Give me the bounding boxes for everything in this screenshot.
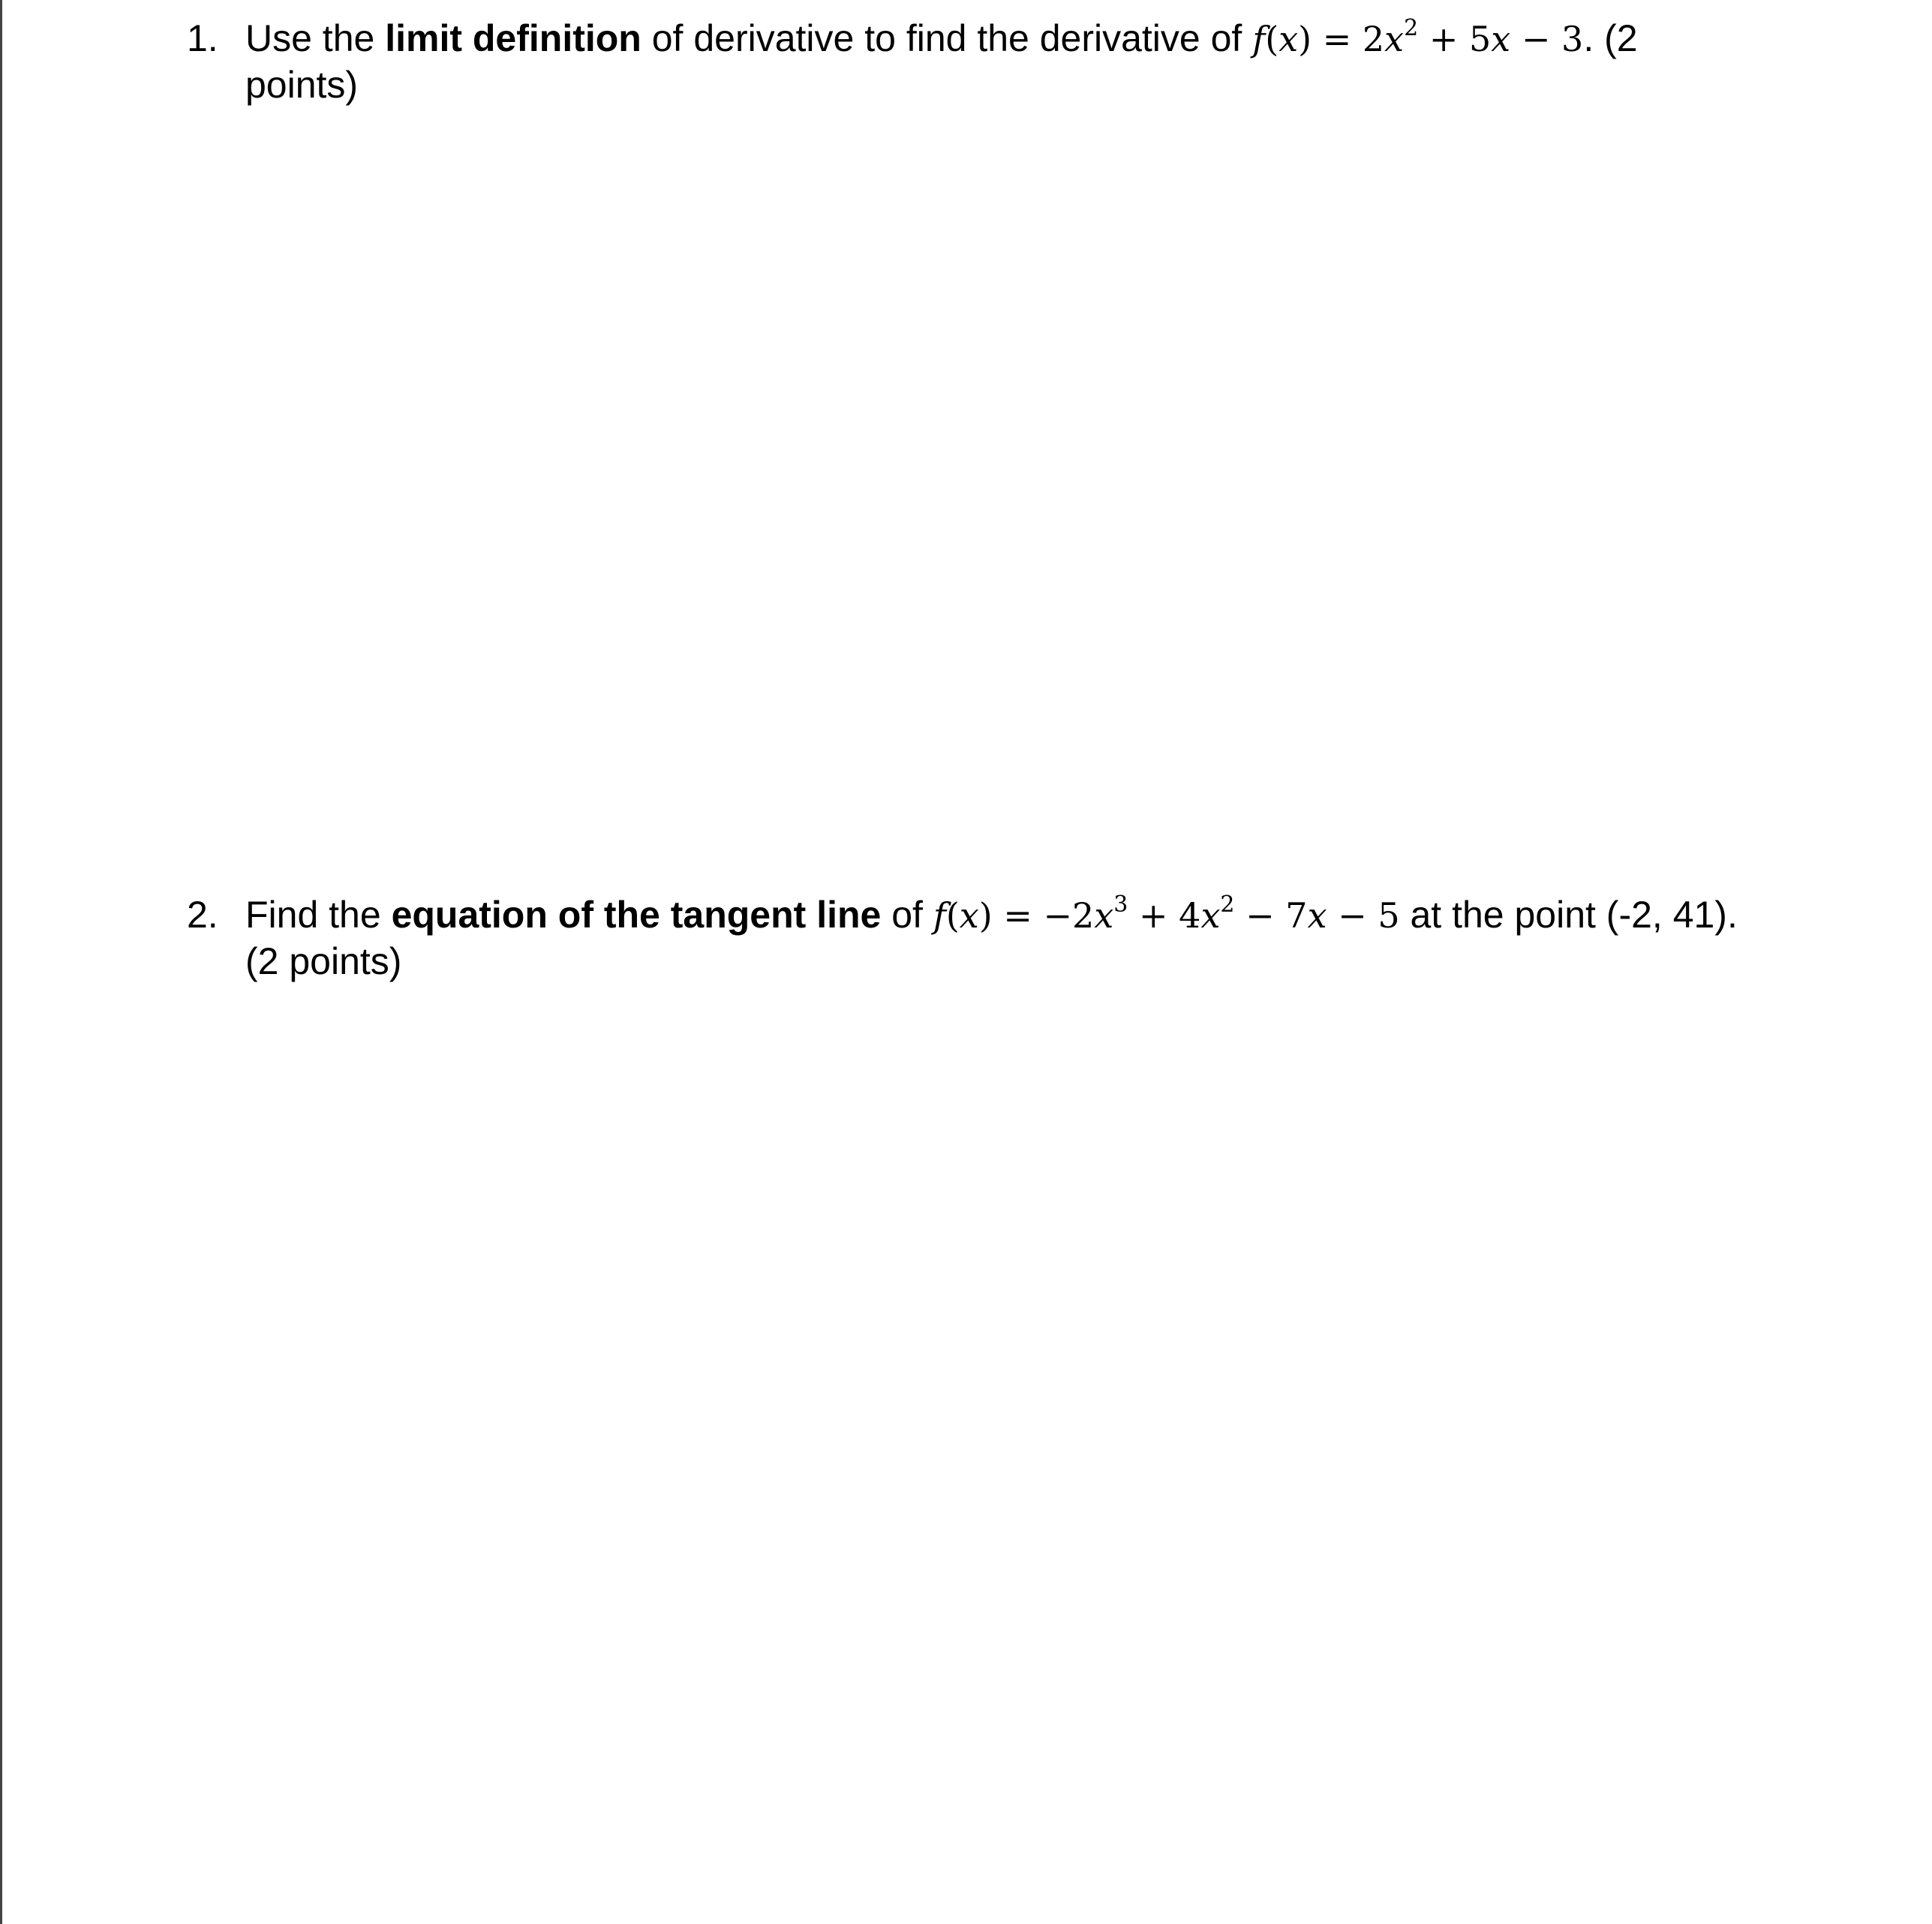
question-keyword: limit definition [385, 17, 641, 59]
question-text-end: at the point (-2, 41). [1399, 894, 1738, 936]
question-text [245, 16, 1875, 108]
question-1 [187, 16, 1875, 108]
question-number: 2. [187, 894, 218, 936]
question-keyword: equation of the tangent line [391, 894, 882, 936]
question-text [245, 892, 1875, 985]
function-formula: $f(x) = -2x^3 + 4x^2 - 7x - 5$ [933, 891, 1400, 936]
question-text-end: . (2 [1583, 17, 1638, 59]
question-text-intro: Find the [245, 894, 392, 936]
question-text-middle: of [881, 894, 933, 936]
points-label: (2 points) [245, 940, 402, 982]
question-text-middle: of derivative to find the derivative of [641, 17, 1253, 59]
question-text-intro: Use the [245, 17, 386, 59]
question-number: 1. [187, 17, 218, 59]
points-label: points) [245, 64, 359, 106]
function-formula: $f(x) = 2x^2 + 5x - 3$ [1252, 15, 1584, 59]
question-2 [187, 892, 1875, 985]
